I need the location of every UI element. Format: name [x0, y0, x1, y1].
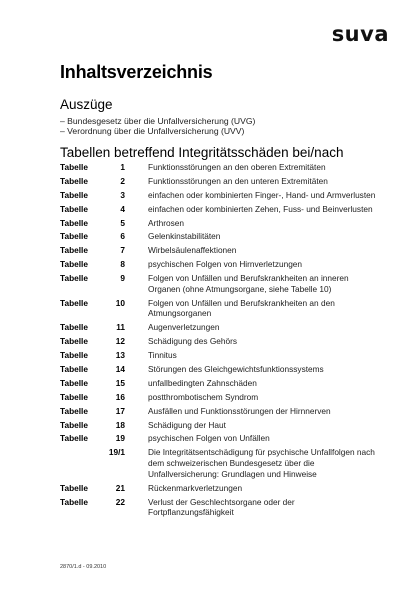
auszuege-heading: Auszüge — [60, 97, 113, 112]
toc-row-number: 21 — [115, 482, 125, 493]
toc-row-text: unfallbedingten Zahnschäden — [148, 377, 257, 388]
toc-row[interactable] — [60, 497, 380, 518]
toc-row-number: 1 — [120, 162, 125, 172]
toc-row[interactable] — [60, 218, 380, 229]
toc-row-number: 19/1 — [108, 447, 125, 458]
toc-row-number: 7 — [120, 245, 125, 256]
toc-row-number: 9 — [120, 273, 125, 284]
toc-row-label: Tabelle — [60, 231, 88, 242]
toc-row-number: 10 — [115, 297, 125, 308]
toc-row-text: Schädigung des Gehörs — [148, 336, 238, 347]
toc-row-text: Rückenmarkverletzungen — [148, 482, 243, 493]
toc-row-text: Funktionsstörungen an den oberen Extremitäten — [148, 162, 326, 172]
toc-row-text: Tinnitus — [148, 350, 177, 361]
toc-row-label: Tabelle — [60, 162, 88, 172]
toc-row-label: Tabelle — [60, 203, 88, 214]
toc-row-text: einfachen oder kombinierten Zehen, Fuss- und Beinverlusten — [148, 203, 373, 214]
toc-row-number: 11 — [116, 322, 125, 333]
toc-row-label: Tabelle — [60, 245, 88, 256]
toc-row-number: 17 — [115, 405, 125, 416]
toc-row-label: Tabelle — [60, 350, 88, 361]
toc-row-text: Funktionsstörungen an den unteren Extremitäten — [148, 175, 328, 186]
toc-row-number: 2 — [120, 175, 125, 186]
toc-row[interactable] — [60, 392, 380, 403]
toc-row-number: 14 — [115, 363, 125, 374]
toc-row[interactable] — [60, 176, 380, 187]
toc-row-text: Die Integritätsentschädigung für psychische Unfallfolgen nach dem schweizerischen Bundesgesetz über die Unfallversicherung: Grundlagen und Hinweise — [148, 447, 375, 479]
toc-row-label — [60, 447, 103, 479]
toc-row-number: 19 — [115, 433, 125, 444]
toc-row-text: Arthrosen — [148, 217, 184, 228]
tabellen-heading: Tabellen betreffend Integritätsschäden bei/nach — [60, 145, 344, 160]
tabellen-list — [60, 162, 380, 521]
toc-row-label: Tabelle — [60, 322, 88, 333]
toc-row[interactable] — [60, 322, 380, 333]
toc-row-number: 15 — [115, 377, 125, 388]
toc-row[interactable] — [60, 259, 380, 270]
page-title: Inhaltsverzeichnis — [60, 62, 213, 82]
toc-row-label: Tabelle — [60, 363, 88, 374]
toc-row-label: Tabelle — [60, 482, 88, 493]
toc-row-text: Folgen von Unfällen und Berufskrankheiten an den Atmungsorganen — [148, 297, 335, 319]
toc-row[interactable] — [60, 433, 380, 444]
toc-row-label: Tabelle — [60, 259, 88, 270]
toc-row[interactable] — [60, 245, 380, 256]
toc-row-number: 5 — [120, 217, 125, 228]
toc-row-text: Schädigung der Haut — [148, 419, 226, 430]
toc-row-label: Tabelle — [60, 433, 88, 444]
toc-row-number: 13 — [115, 350, 125, 361]
toc-row[interactable] — [60, 350, 380, 361]
toc-row-label: Tabelle — [60, 391, 88, 402]
toc-row[interactable] — [60, 483, 380, 494]
toc-row-label: Tabelle — [60, 189, 88, 200]
toc-row-label: Tabelle — [60, 217, 88, 228]
toc-row[interactable] — [60, 378, 380, 389]
toc-row-text: Ausfällen und Funktionsstörungen der Hirnnerven — [148, 405, 331, 416]
toc-row-number: 6 — [120, 231, 125, 242]
toc-row-label: Tabelle — [60, 175, 88, 186]
toc-row-text: Gelenkinstabilitäten — [148, 231, 221, 242]
toc-row[interactable] — [60, 336, 380, 347]
suva-logo: suva — [331, 22, 389, 46]
toc-row[interactable] — [60, 231, 380, 242]
toc-row-number: 8 — [120, 259, 125, 270]
toc-row[interactable] — [60, 406, 380, 417]
toc-row-label: Tabelle — [60, 297, 88, 308]
toc-row-text: Augenverletzungen — [148, 322, 220, 333]
toc-row-text: postthrombotischem Syndrom — [148, 391, 259, 402]
toc-row[interactable] — [60, 190, 380, 201]
toc-row-text: einfachen oder kombinierten Finger-, Hand- und Armverlusten — [148, 189, 376, 200]
toc-row[interactable] — [60, 204, 380, 215]
auszug-item-uvg: – Bundesgesetz über die Unfallversicherung (UVG) — [60, 116, 256, 126]
toc-row-label: Tabelle — [60, 336, 88, 347]
toc-row-number: 4 — [120, 203, 125, 214]
toc-row[interactable] — [60, 273, 380, 294]
toc-row-text: Folgen von Unfällen und Berufskrankheiten an inneren Organen (ohne Atmungsorgane, siehe Tabelle 10) — [148, 273, 349, 294]
auszug-item-uvv: – Verordnung über die Unfallversicherung (UVV) — [60, 126, 245, 136]
toc-row-label: Tabelle — [60, 405, 88, 416]
toc-row[interactable] — [60, 162, 380, 173]
toc-row-label: Tabelle — [60, 377, 88, 388]
toc-row-label: Tabelle — [60, 419, 88, 430]
toc-row[interactable] — [60, 298, 380, 319]
toc-row-number: 3 — [120, 189, 125, 200]
toc-row-number: 12 — [115, 336, 125, 347]
toc-row-text: psychischen Folgen von Unfällen — [148, 433, 270, 444]
toc-row[interactable] — [60, 447, 380, 479]
toc-row-text: Wirbelsäulenaffektionen — [148, 245, 237, 256]
toc-row-label: Tabelle — [60, 496, 88, 507]
toc-row-text: Verlust der Geschlechtsorgane oder der Fortpflanzungsfähigkeit — [148, 496, 295, 518]
toc-row-number: 16 — [115, 391, 125, 402]
toc-row-number: 18 — [115, 419, 125, 430]
toc-row-label: Tabelle — [60, 273, 88, 284]
document-footer: 2870/1.d - 09.2010 — [60, 564, 107, 570]
toc-row[interactable] — [60, 420, 380, 431]
toc-row[interactable] — [60, 364, 380, 375]
toc-row-text: Störungen des Gleichgewichtsfunktionssystems — [148, 363, 324, 374]
toc-row-number: 22 — [115, 496, 125, 507]
toc-row-text: psychischen Folgen von Hirnverletzungen — [148, 259, 303, 270]
